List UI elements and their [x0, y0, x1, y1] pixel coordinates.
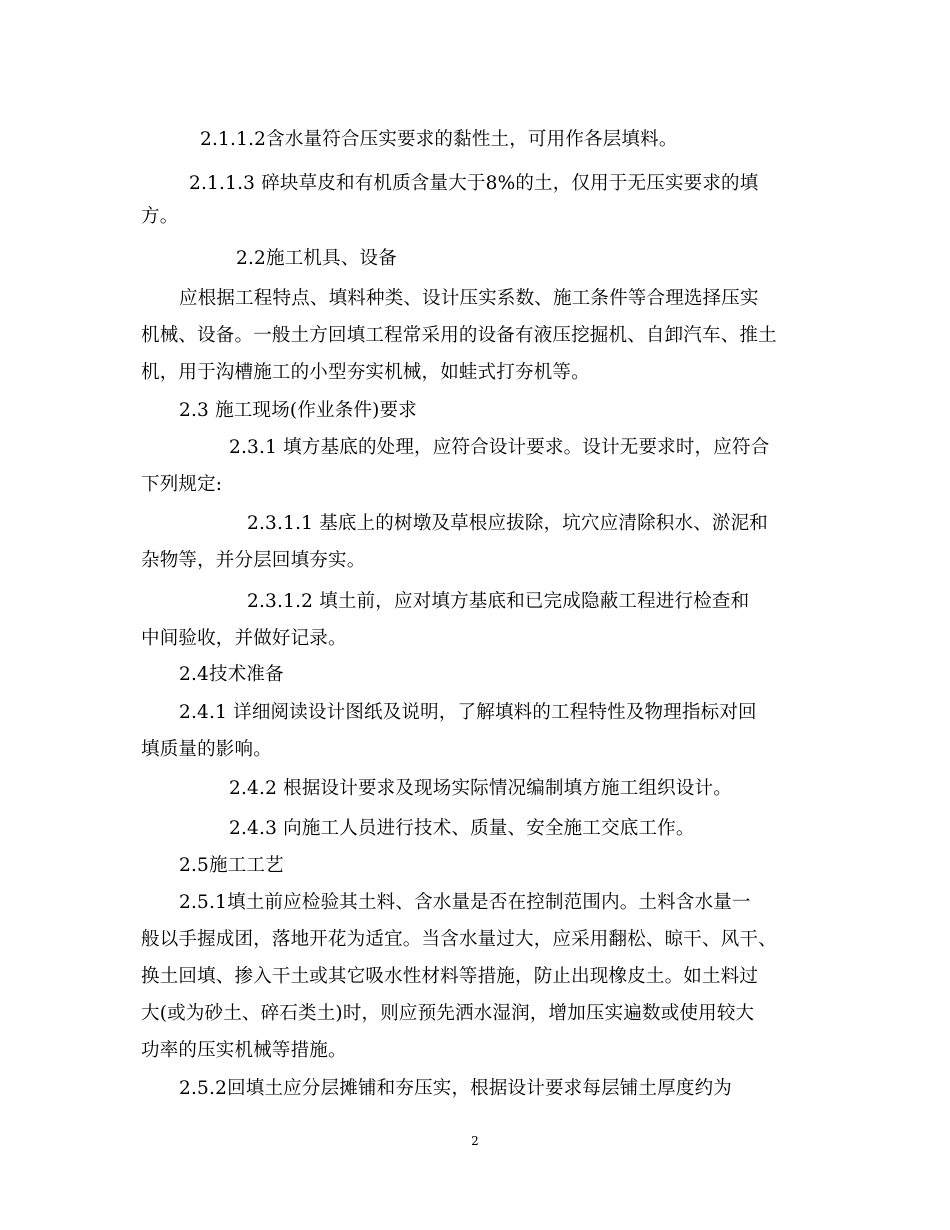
text-line-2-2-para-2: 机械、设备。一般土方回填工程常采用的设备有液压挖掘机、自卸汽车、推土 — [141, 325, 777, 346]
text-line-2-5-1-cont-4: 功率的压实机械等措施。 — [141, 1040, 347, 1061]
text-line-2-3-1-cont: 下列规定: — [141, 474, 223, 495]
text-line-2-1-1-3-cont: 方。 — [141, 206, 179, 227]
text-line-2-4-1: 2.4.1 详细阅读设计图纸及说明，了解填料的工程特性及物理指标对回 — [179, 702, 757, 723]
text-line-2-4-2: 2.4.2 根据设计要求及现场实际情况编制填方施工组织设计。 — [229, 778, 732, 799]
text-line-2-4-1-cont: 填质量的影响。 — [141, 739, 272, 760]
text-line-2-1-1-2: 2.1.1.2含水量符合压实要求的黏性土，可用作各层填料。 — [200, 129, 678, 150]
text-line-2-2-para-1: 应根据工程特点、填料种类、设计压实系数、施工条件等合理选择压实 — [179, 288, 759, 309]
heading-2-3: 2.3 施工现场(作业条件)要求 — [179, 400, 417, 421]
text-line-2-4-3: 2.4.3 向施工人员进行技术、质量、安全施工交底工作。 — [229, 818, 695, 839]
text-line-2-5-1-cont-3: 大(或为砂土、碎石类土)时，则应预先洒水湿润，增加压实遍数或使用较大 — [141, 1003, 755, 1024]
text-line-2-3-1: 2.3.1 填方基底的处理，应符合设计要求。设计无要求时，应符合 — [229, 437, 770, 458]
heading-2-4: 2.4技术准备 — [179, 664, 284, 685]
text-line-2-3-1-1: 2.3.1.1 基底上的树墩及草根应拔除，坑穴应清除积水、淤泥和 — [247, 513, 769, 534]
text-line-2-1-1-3: 2.1.1.3 碎块草皮和有机质含量大于8%的土，仅用于无压实要求的填 — [189, 173, 759, 194]
heading-2-5: 2.5施工工艺 — [179, 855, 284, 876]
text-line-2-5-1-cont-2: 换土回填、掺入干土或其它吸水性材料等措施，防止出现橡皮土。如土料过 — [141, 966, 759, 987]
text-line-2-2-para-3: 机，用于沟槽施工的小型夯实机械，如蛙式打夯机等。 — [141, 362, 590, 383]
text-line-2-5-2: 2.5.2回填土应分层摊铺和夯压实，根据设计要求每层铺土厚度约为 — [179, 1078, 732, 1099]
heading-2-2: 2.2施工机具、设备 — [236, 248, 397, 269]
text-line-2-3-1-2-cont: 中间验收，并做好记录。 — [141, 628, 347, 649]
text-line-2-5-1: 2.5.1填土前应检验其土料、含水量是否在控制范围内。土料含水量一 — [179, 892, 751, 913]
text-line-2-5-1-cont-1: 般以手握成团，落地开花为适宜。当含水量过大，应采用翻松、晾干、风干、 — [141, 929, 777, 950]
page-number: 2 — [471, 1134, 479, 1148]
text-line-2-3-1-2: 2.3.1.2 填土前，应对填方基底和已完成隐蔽工程进行检查和 — [247, 591, 750, 612]
text-line-2-3-1-1-cont: 杂物等，并分层回填夯实。 — [141, 550, 366, 571]
